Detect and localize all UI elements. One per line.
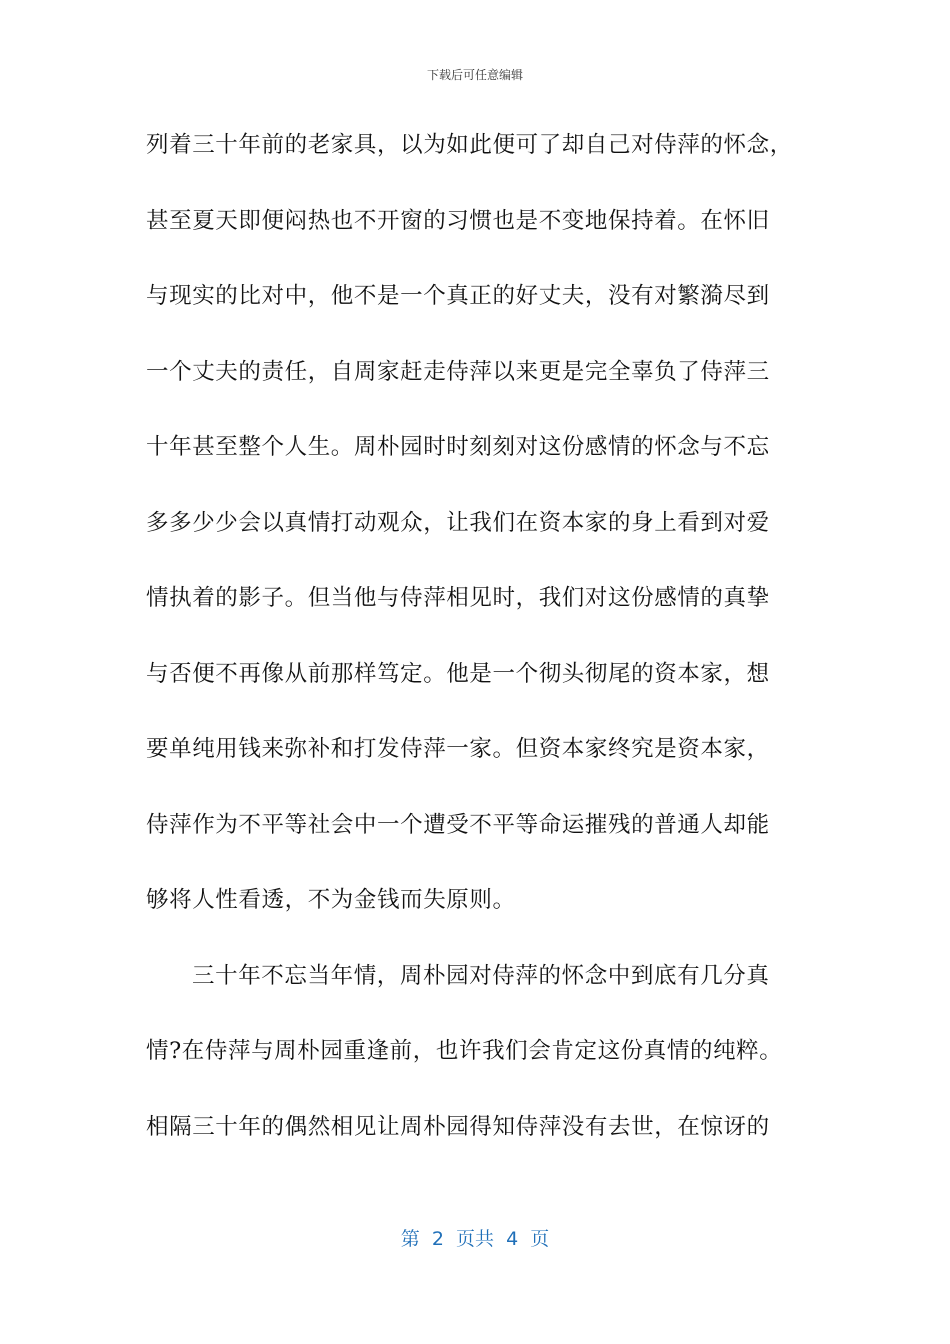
text-line: 与现实的比对中，他不是一个真正的好丈夫，没有对繁漪尽到 (146, 283, 770, 309)
text-line: 一个丈夫的责任，自周家赶走侍萍以来更是完全辜负了侍萍三 (146, 358, 770, 385)
text-line: 情?在侍萍与周朴园重逢前，也许我们会肯定这份真情的纯粹。 (146, 1038, 783, 1064)
text-line: 情执着的影子。但当他与侍萍相见时，我们对这份感情的真挚 (146, 585, 770, 611)
text-line: 甚至夏天即便闷热也不开窗的习惯也是不变地保持着。在怀旧 (146, 207, 770, 234)
text-line: 相隔三十年的偶然相见让周朴园得知侍萍没有去世，在惊讶的 (146, 1113, 770, 1140)
text-line: 列着三十年前的老家具，以为如此便可了却自己对侍萍的怀念， (146, 132, 793, 158)
text-line: 侍萍作为不平等社会中一个遭受不平等命运摧残的普通人却能 (146, 811, 770, 838)
document-body (146, 118, 806, 1175)
text-line: 与否便不再像从前那样笃定。他是一个彻头彻尾的资本家，想 (146, 660, 770, 687)
text-line: 要单纯用钱来弥补和打发侍萍一家。但资本家终究是资本家， (146, 736, 770, 762)
page-number: 第 2 页共 4 页 (400, 1228, 550, 1250)
paragraph-first-line: 三十年不忘当年情，周朴园对侍萍的怀念中到底有几分真 (192, 962, 770, 989)
text-line: 多多少少会以真情打动观众，让我们在资本家的身上看到对爱 (146, 509, 770, 536)
text-line: 够将人性看透，不为金钱而失原则。 (146, 887, 516, 913)
text-line: 十年甚至整个人生。周朴园时时刻刻对这份感情的怀念与不忘 (146, 434, 770, 460)
page-header: 下载后可任意编辑 (426, 68, 523, 82)
